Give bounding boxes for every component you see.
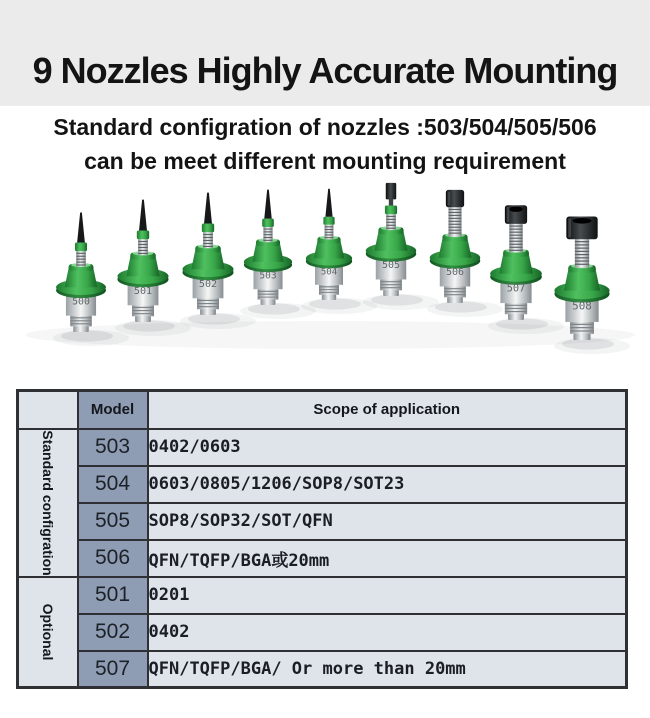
nozzle-shadow [123, 321, 175, 332]
nozzle-number: 505 [381, 260, 401, 272]
model-cell: 501 [78, 577, 148, 614]
table-row [18, 614, 627, 651]
nozzle-photo [0, 175, 650, 355]
scope-cell: QFN/TQFP/BGA/ Or more than 20mm [148, 651, 627, 688]
nozzle-shadow [309, 299, 361, 310]
nozzle-number: 501 [133, 285, 153, 297]
nozzle-shadow [562, 339, 614, 350]
group-label-cell [18, 577, 78, 688]
spec-table-wrap [16, 389, 628, 689]
spec-table [16, 389, 628, 689]
nozzle-500 [56, 212, 106, 332]
scope-cell: QFN/TQFP/BGA或20mm [148, 540, 627, 577]
scope-cell: 0402 [148, 614, 627, 651]
nozzle-number: 500 [72, 296, 90, 308]
nozzle-501 [117, 200, 168, 322]
group-label: Optional [39, 603, 56, 661]
spec-table-head [18, 391, 627, 429]
table-row [18, 429, 627, 466]
model-cell: 505 [78, 503, 148, 540]
nozzle-number: 502 [198, 278, 218, 290]
table-row [18, 577, 627, 614]
model-cell: 504 [78, 466, 148, 503]
nozzle-number: 503 [259, 270, 277, 282]
table-row [18, 466, 627, 503]
model-cell: 506 [78, 540, 148, 577]
scope-header-cell: Scope of application [148, 391, 627, 429]
nozzle-shadow [435, 302, 487, 313]
subtitle [0, 110, 650, 178]
header-row [18, 391, 627, 429]
nozzle-shadow [371, 295, 423, 306]
model-cell: 503 [78, 429, 148, 466]
nozzle-shadow [248, 304, 300, 315]
nozzle-number: 504 [320, 266, 338, 278]
nozzle-number: 506 [445, 267, 465, 279]
nozzle-507 [490, 205, 542, 320]
subtitle-line-2: can be meet different mounting requirement [84, 148, 566, 174]
corner-cell [18, 391, 78, 429]
scope-cell: 0603/0805/1206/SOP8/SOT23 [148, 466, 627, 503]
model-cell: 502 [78, 614, 148, 651]
nozzle-502 [182, 193, 233, 315]
nozzle-shadow [188, 314, 240, 325]
nozzle-505 [366, 183, 416, 296]
nozzle-508 [554, 217, 609, 341]
nozzle-504 [306, 189, 352, 300]
subtitle-line-1: Standard configration of nozzles :503/504/505/506 [53, 114, 597, 140]
model-header-cell: Model [78, 391, 148, 429]
table-row [18, 651, 627, 688]
nozzle-506 [430, 190, 480, 303]
nozzle-503 [244, 190, 292, 305]
nozzle-shadow [496, 319, 548, 330]
scope-cell: SOP8/SOP32/SOT/QFN [148, 503, 627, 540]
page-title: 9 Nozzles Highly Accurate Mounting [32, 50, 618, 92]
nozzle-number: 507 [506, 283, 526, 295]
table-row [18, 540, 627, 577]
group-label: Standard configration [39, 429, 56, 576]
group-label-cell [18, 429, 78, 577]
model-cell: 507 [78, 651, 148, 688]
spec-table-body [18, 429, 627, 688]
scope-cell: 0402/0603 [148, 429, 627, 466]
nozzle-shadow [61, 331, 113, 342]
table-row [18, 503, 627, 540]
scope-cell: 0201 [148, 577, 627, 614]
nozzle-number: 508 [572, 299, 592, 313]
